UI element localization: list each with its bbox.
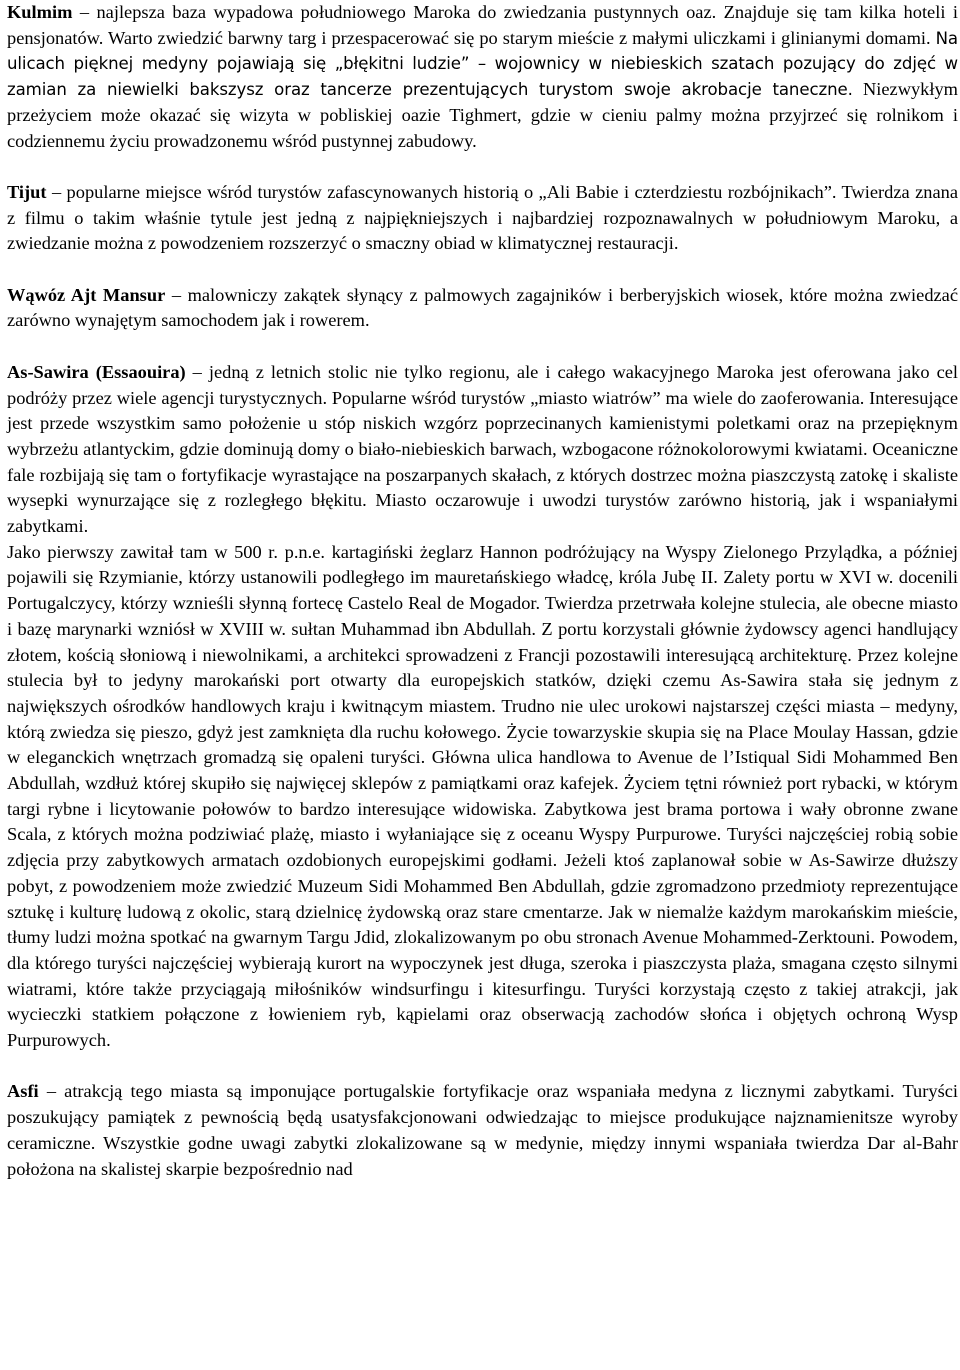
paragraph-wawoz-ajt-mansur bbox=[7, 283, 958, 334]
paragraph-text: Niezwykłym przeżyciem może okazać się wizyta w pobliskiej oazie Tighmert, gdzie w cieniu palmy można przyjrzeć się rolnikom i codziennemu życiu prowadzonemu wśród pustynnej zabudowy. bbox=[7, 79, 958, 151]
paragraph-kulmim bbox=[7, 0, 958, 154]
paragraph-tijut bbox=[7, 180, 958, 257]
paragraph-asfi bbox=[7, 1079, 958, 1182]
place-name-asfi: Asfi bbox=[7, 1081, 39, 1102]
place-name-wawoz-ajt-mansur: Wąwóz Ajt Mansur bbox=[7, 284, 166, 305]
paragraph-as-sawira bbox=[7, 360, 958, 540]
paragraph-text: – jedną z letnich stolic nie tylko regionu, ale i całego wakacyjnego Maroka jest oferowana jako cel podróży przez wiele agencji turystycznych. Popularne wśród turystów „miasto wiatrów” ma wiele do zaoferowania. Interesujące jest przede wszystkim samo położenie u stóp niskich wzgórz poprzecinanych kamienistymi poletkami oraz na przepięknym wybrzeżu atlantyckim, gdzie dominują domy o biało-niebieskich barwach, wzbogacone różnokolorowymi kwiatami. Oceaniczne fale rozbijają się tam o fortyfikacje wyrastające na poszarpanych skałach, z których dostrzec można piaszczystą zatokę i skaliste wysepki wynurzające się z rozległego błękitu. Miasto oczarowuje i uwodzi turystów zarówno historią, jak i wspaniałymi zabytkami. bbox=[7, 361, 959, 537]
paragraph-text: – popularne miejsce wśród turystów zafascynowanych historią o „Ali Babie i czterdziestu rozbójnikach”. Twierdza znana z filmu o takim właśnie tytule jest jedną z najpiękniejszych i najbardziej rozpoznawalnych w południowym Maroku, a zwiedzanie można z powodzeniem rozszerzyć o smaczny obiad w klimatycznej restauracji. bbox=[7, 181, 958, 254]
paragraph-text-sans: Na ulicach pięknej medyny pojawiają się „błękitni ludzie” – wojownicy w niebieskich szatach pozujący do zdjęć w zamian za niewielki bakszysz oraz tancerze prezentujących turystom swoje akrobacje taneczne. bbox=[7, 28, 958, 100]
paragraph-text: – atrakcją tego miasta są imponujące portugalskie fortyfikacje oraz wspaniała medyna z licznymi zabytkami. Turyści poszukujący pamiątek z pewnością będą usatysfakcjonowani odwiedzając to miejsce produkujące najznamienitsze wyroby ceramiczne. Wszystkie godne uwagi zabytki zlokalizowane są w medynie, między innymi wspaniała twierdza Dar al-Bahr położona na skalistej skarpie bezpośrednio nad bbox=[7, 1081, 958, 1179]
paragraph-text: – malowniczy zakątek słynący z palmowych zagajników i berberyjskich wiosek, które można zwiedzać zarówno wynajętym samochodem jak i rowerem. bbox=[7, 284, 959, 331]
document-page bbox=[7, 0, 958, 1182]
place-name-tijut: Tijut bbox=[7, 181, 47, 202]
place-name-kulmim: Kulmim bbox=[7, 2, 73, 22]
paragraph-as-sawira-history: Jako pierwszy zawitał tam w 500 r. p.n.e. kartagiński żeglarz Hannon podróżujący na Wyspy Zielonego Przylądka, a później pojawili się Rzymianie, którzy ustanowili podległego im mauretańskiego władcę, króla Jubę II. Zalety portu w XVI w. docenili Portugalczycy, którzy wznieśli słynną fortecę Castelo Real de Mogador. Twierdza przetrwała kolejne stulecia, ale obecne miasto i bazę marynarki wzniósł w XVIII w. sułtan Muhammad ibn Abdullah. Z portu korzystali głównie żydowscy agenci handlujący złotem, kością słoniową i niewolnikami, a architekci sprowadzeni z Francji pozostawili interesującą architekturę. Przez kolejne stulecia był to jedyny marokański port otwarty dla europejskich statków, dzięki czemu As-Sawira stała się jednym z największych ośrodków handlowych kraju i kwitnącym miastem. Trudno nie ulec urokowi najstarszej części miasta – medyny, którą zwiedza się pieszo, gdyż jest zamknięta dla ruchu kołowego. Życie towarzyskie skupia się na Place Moulay Hassan, gdzie w eleganckich wnętrzach gromadzą się opaleni turyści. Główna ulica handlowa to Avenue de l’Istiqual Sidi Mohammed Ben Abdullah, wzdłuż której skupiło się najwięcej sklepów z pamiątkami oraz kafejek. Życiem tętni również port rybacki, w którym targi rybne i licytowanie połowów to bardzo interesujące widowiska. Zabytkowa jest brama portowa i wały obronne zwane Scala, z których można podziwiać plażę, miasto i wyłaniające się z oceanu Wyspy Purpurowe. Turyści najczęściej robią sobie zdjęcia przy zabytkowych armatach ozdobionych europejskimi godłami. Jeżeli ktoś zaplanował sobie w As-Sawirze dłuższy pobyt, z powodzeniem może zwiedzić Muzeum Sidi Mohammed Ben Abdullah, gdzie zgromadzono przedmioty reprezentujące sztukę i kulturę ludową z okolic, starą dzielnicę żydowską oraz stare cmentarze. Jak w niemalże każdym marokańskim mieście, tłumy ludzi można spotkać na gwarnym Targu Jdid, zlokalizowanym po obu stronach Avenue Mohammed-Zerktouni. Powodem, dla którego turyści najczęściej wybierają kurort na wypoczynek jest długa, szeroka i piaszczysta plaża, smagana często silnymi wiatrami, które także przyciągają miłośników windsurfingu i kitesurfingu. Turyści korzystają często z takiej atrakcji, jak wycieczki statkiem połączone z łowieniem ryb, kąpielami oraz obserwacją zachodów słońca i objętych ochroną Wysp Purpurowych. bbox=[7, 541, 958, 1051]
place-name-as-sawira: As-Sawira (Essaouira) bbox=[7, 361, 186, 382]
paragraph-text: – najlepsza baza wypadowa południowego Maroka do zwiedzania pustynnych oaz. Znajduje się tam kilka hoteli i pensjonatów. Warto zwiedzić barwny targ i przespacerować się po starym mieście z małymi uliczkami i glinianymi domami. bbox=[7, 2, 958, 48]
